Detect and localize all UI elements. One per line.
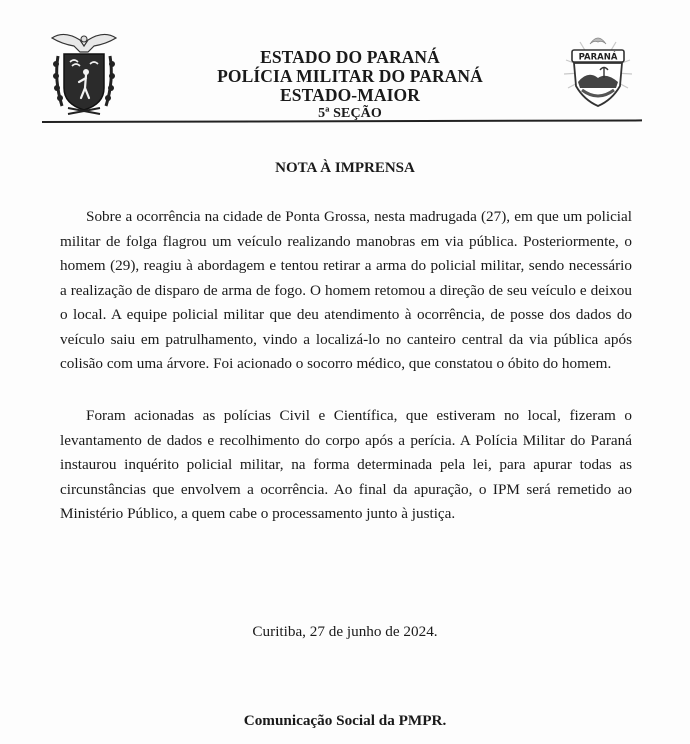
header-state: ESTADO DO PARANÁ — [260, 47, 440, 67]
crest-label: PARANÁ — [578, 52, 618, 63]
parana-state-coat-of-arms-icon — [44, 30, 124, 118]
document-title: NOTA À IMPRENSA — [275, 160, 415, 176]
header-section: 5ª SEÇÃO — [318, 106, 382, 121]
signature: Comunicação Social da PMPR. — [243, 712, 447, 729]
header-divider — [42, 119, 642, 123]
letterhead — [150, 48, 550, 122]
body-paragraph-1: Sobre a ocorrência na cidade de Ponta Grossa, nesta madrugada (27), em que um policial militar de folga flagrou um veículo realizando manobras em via pública. Posteriormente, o homem (29), reagiu à abordagem e tentou retirar a arma do policial militar, sendo necessário a realização de disparo de arma de fogo. O homem retomou a direção de seu veículo e deixou o local. A equipe policial militar que deu atendimento à ocorrência, de posse dos dados do veículo saiu em patrulhamento, vindo a localizá-lo no canteiro central da via pública após colisão com uma árvore. Foi acionado o socorro médico, que constatou o óbito do homem. — [60, 208, 632, 372]
header-institution: POLÍCIA MILITAR DO PARANÁ — [217, 66, 483, 86]
pmpr-police-crest-icon — [560, 30, 636, 110]
body-paragraph-2: Foram acionadas as polícias Civil e Científica, que estiveram no local, fizeram o levantamento de dados e recolhimento do corpo após a perícia. A Polícia Militar do Paraná instaurou inquérito policial militar, na forma determinada pela lei, para apurar todas as circunstâncias que envolvem a ocorrência. Ao final da apuração, o IPM será remetido ao Ministério Público, a quem cabe o processamento junto à justiça. — [60, 407, 632, 522]
date-place-line: Curitiba, 27 de junho de 2024. — [252, 623, 438, 640]
header-department: ESTADO-MAIOR — [280, 85, 420, 105]
